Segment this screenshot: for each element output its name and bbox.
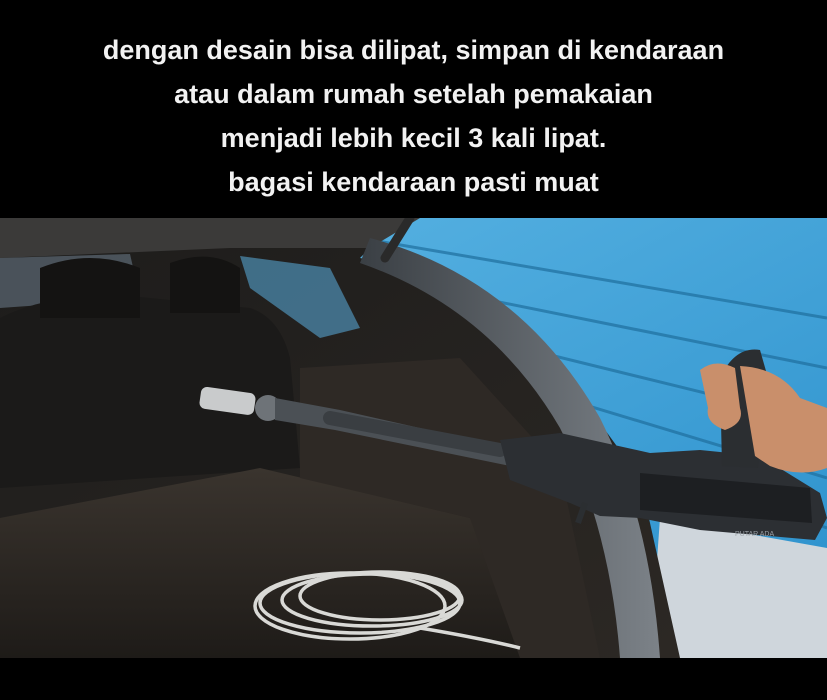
rear-seats [0,296,300,489]
caption-overlay [0,28,827,204]
caption-line-3: menjadi lebih kecil 3 kali lipat. [220,123,607,153]
trunk-scene [0,218,827,658]
headrest-right [170,257,240,313]
caption-line-2: atau dalam rumah setelah pemakaian [174,79,653,109]
caption-line-1: dengan desain bisa dilipat, simpan di kendaraan [102,35,725,65]
brand-label: PUTAR ADA [735,531,775,538]
headrest-left [40,258,140,318]
caption-line-4: bagasi kendaraan pasti muat [228,167,599,197]
trunk-photo [0,218,827,658]
